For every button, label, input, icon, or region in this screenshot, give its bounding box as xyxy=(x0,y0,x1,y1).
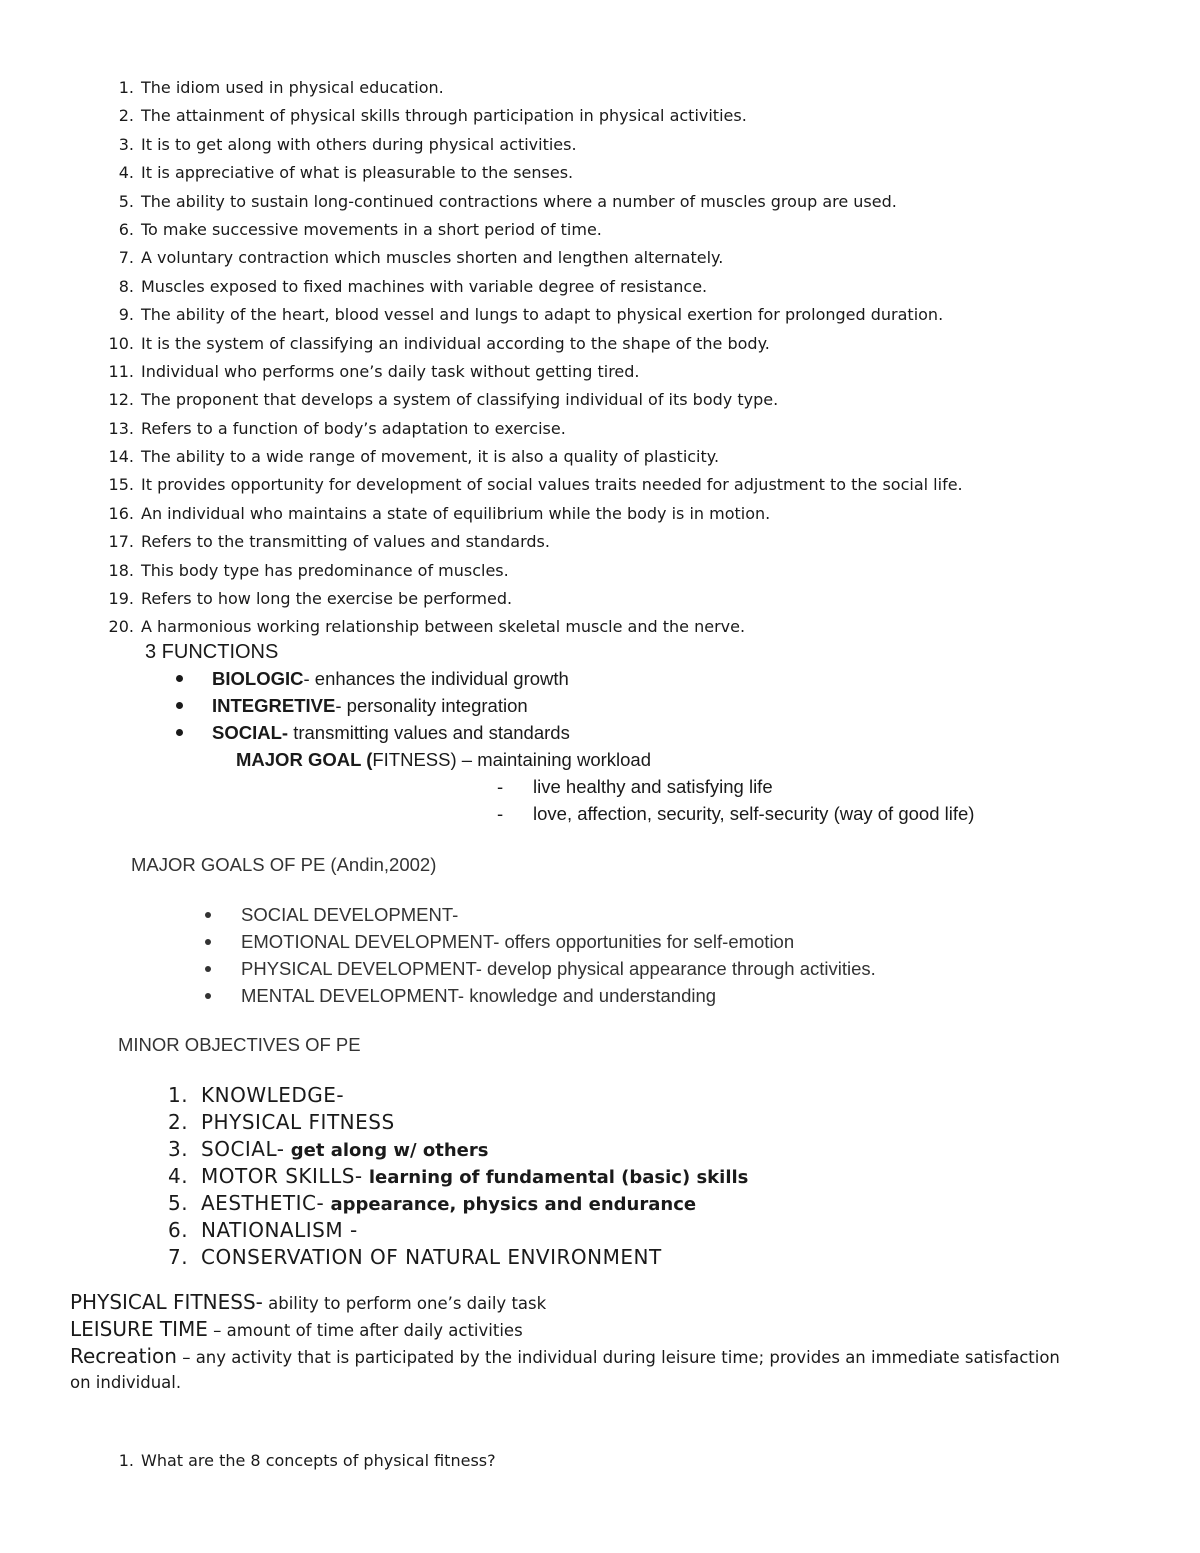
list-item xyxy=(0,244,1200,272)
list-item xyxy=(0,443,1200,471)
minor-objectives-title: MINOR OBJECTIVES OF PE xyxy=(118,1034,361,1055)
item-number: 8. xyxy=(118,276,134,296)
objective-desc: appearance, physics and endurance xyxy=(324,1194,697,1215)
definition-recreation-continued xyxy=(70,1369,1130,1396)
item-number: 12. xyxy=(108,390,134,410)
item-number: 5. xyxy=(168,1191,189,1215)
item-number: 7. xyxy=(118,248,134,268)
definition-body: – any activity that is participated by the individual during leisure time; provides an immediate satisfaction xyxy=(176,1348,1060,1367)
list-item xyxy=(0,358,1200,386)
item-text: An individual who maintains a state of equilibrium while the body is in motion. xyxy=(141,503,771,523)
function-term: BIOLOGIC xyxy=(212,668,304,689)
list-item xyxy=(0,415,1200,443)
dash-mark: - xyxy=(497,803,504,824)
major-goal-line xyxy=(236,746,651,773)
list-item xyxy=(0,159,1200,187)
item-number: 17. xyxy=(108,532,134,552)
list-item xyxy=(0,500,1200,528)
bullet-icon xyxy=(176,702,183,709)
item-number: 3. xyxy=(118,134,134,154)
item-text: The proponent that develops a system of classifying individual of its body type. xyxy=(141,390,779,410)
bullet-icon xyxy=(176,675,183,682)
item-number: 4. xyxy=(168,1164,189,1188)
definition-leisure-time xyxy=(70,1316,1130,1344)
major-goal-label: MAJOR GOAL ( xyxy=(236,749,373,770)
item-text: The ability to a wide range of movement, it is also a quality of plasticity. xyxy=(141,447,720,467)
definition-body: ability to perform one’s daily task xyxy=(262,1294,547,1313)
item-number: 2. xyxy=(168,1110,189,1134)
function-term: SOCIAL- xyxy=(212,722,289,743)
list-item xyxy=(0,585,1200,613)
item-number: 7. xyxy=(168,1245,189,1269)
item-number: 10. xyxy=(108,333,134,353)
bullet-icon xyxy=(176,729,183,736)
item-number: 3. xyxy=(168,1137,189,1161)
function-desc: transmitting values and standards xyxy=(288,722,570,743)
objective-term: AESTHETIC- xyxy=(201,1191,325,1215)
dash-text: live healthy and satisfying life xyxy=(533,776,773,797)
definition-recreation xyxy=(70,1343,1130,1371)
definition-physical-fitness xyxy=(70,1289,1130,1317)
item-text: It is appreciative of what is pleasurable to the senses. xyxy=(141,163,574,183)
item-number: 1. xyxy=(118,1451,134,1470)
item-number: 1. xyxy=(118,78,134,97)
item-number: 15. xyxy=(108,475,134,495)
objective-term: KNOWLEDGE- xyxy=(201,1083,345,1107)
objective-term: PHYSICAL FITNESS xyxy=(201,1110,395,1134)
item-text: Refers to a function of body’s adaptation to exercise. xyxy=(141,418,566,438)
definition-body: – amount of time after daily activities xyxy=(207,1321,523,1340)
item-number: 5. xyxy=(118,191,134,211)
item-number: 4. xyxy=(118,163,134,183)
objective-desc: get along w/ others xyxy=(284,1140,489,1161)
definition-body: on individual. xyxy=(70,1373,182,1392)
functions-heading: 3 FUNCTIONS xyxy=(145,641,279,663)
bullet-icon xyxy=(205,993,211,999)
item-number: 2. xyxy=(118,106,134,126)
objective-term: CONSERVATION OF NATURAL ENVIRONMENT xyxy=(201,1245,662,1269)
list-item xyxy=(0,74,1200,102)
definition-term: PHYSICAL FITNESS- xyxy=(70,1290,263,1314)
item-number: 6. xyxy=(168,1218,189,1242)
list-item xyxy=(0,273,1200,301)
item-number: 1. xyxy=(168,1083,189,1107)
item-text: A voluntary contraction which muscles shorten and lengthen alternately. xyxy=(141,248,724,268)
list-item xyxy=(0,131,1200,159)
goal-text: MENTAL DEVELOPMENT- knowledge and understanding xyxy=(241,985,717,1006)
list-item xyxy=(0,102,1200,130)
list-item xyxy=(0,528,1200,556)
final-question xyxy=(0,1447,1200,1475)
item-text: The ability to sustain long-continued contractions where a number of muscles group are used. xyxy=(141,191,897,211)
item-text: It is to get along with others during physical activities. xyxy=(141,134,577,154)
list-item xyxy=(0,330,1200,358)
objective-term: NATIONALISM - xyxy=(201,1218,358,1242)
list-item xyxy=(0,557,1200,585)
goal-text: PHYSICAL DEVELOPMENT- develop physical appearance through activities. xyxy=(241,958,876,979)
function-desc: - enhances the individual growth xyxy=(303,668,569,689)
dash-mark: - xyxy=(497,776,504,797)
item-text: Refers to how long the exercise be performed. xyxy=(141,589,513,609)
item-number: 6. xyxy=(118,219,134,239)
item-text: What are the 8 concepts of physical fitness? xyxy=(141,1451,496,1470)
bullet-icon xyxy=(205,912,211,918)
item-text: The idiom used in physical education. xyxy=(141,78,444,97)
question-list xyxy=(0,74,1200,642)
bullet-icon xyxy=(205,939,211,945)
list-item xyxy=(0,216,1200,244)
objective-term: SOCIAL- xyxy=(201,1137,285,1161)
objective-term: MOTOR SKILLS- xyxy=(201,1164,363,1188)
list-item xyxy=(0,471,1200,499)
item-text: The ability of the heart, blood vessel and lungs to adapt to physical exertion for prolonged duration. xyxy=(141,305,944,325)
item-text: It provides opportunity for development of social values traits needed for adjustment to the social life. xyxy=(141,475,963,495)
dash-text: love, affection, security, self-security (way of good life) xyxy=(533,803,975,824)
item-number: 16. xyxy=(108,503,134,523)
list-item xyxy=(0,301,1200,329)
goal-text: EMOTIONAL DEVELOPMENT- offers opportunities for self-emotion xyxy=(241,931,795,952)
definition-term: Recreation xyxy=(70,1344,177,1368)
item-text: The attainment of physical skills through participation in physical activities. xyxy=(141,106,747,126)
list-item xyxy=(0,188,1200,216)
definition-term: LEISURE TIME xyxy=(70,1317,208,1341)
item-number: 19. xyxy=(108,589,134,609)
list-item xyxy=(0,386,1200,414)
item-text: Individual who performs one’s daily task without getting tired. xyxy=(141,361,640,381)
item-text: Muscles exposed to fixed machines with variable degree of resistance. xyxy=(141,276,708,296)
item-text: This body type has predominance of muscles. xyxy=(141,560,509,580)
item-number: 11. xyxy=(108,361,134,381)
item-number: 13. xyxy=(108,418,134,438)
item-number: 20. xyxy=(108,617,134,637)
item-text: To make successive movements in a short period of time. xyxy=(141,219,602,239)
item-text: A harmonious working relationship between skeletal muscle and the nerve. xyxy=(141,617,746,637)
item-text: Refers to the transmitting of values and standards. xyxy=(141,532,550,552)
objective-desc: learning of fundamental (basic) skills xyxy=(362,1167,749,1188)
item-number: 9. xyxy=(118,305,134,325)
major-goal-text: FITNESS) – maintaining workload xyxy=(372,749,651,770)
item-number: 18. xyxy=(108,560,134,580)
item-number: 14. xyxy=(108,447,134,467)
item-text: It is the system of classifying an individual according to the shape of the body. xyxy=(141,333,770,353)
function-desc: - personality integration xyxy=(335,695,528,716)
bullet-icon xyxy=(205,966,211,972)
goal-text: SOCIAL DEVELOPMENT- xyxy=(241,904,459,925)
major-goals-title: MAJOR GOALS OF PE (Andin,2002) xyxy=(131,854,437,875)
function-term: INTEGRETIVE xyxy=(212,695,336,716)
